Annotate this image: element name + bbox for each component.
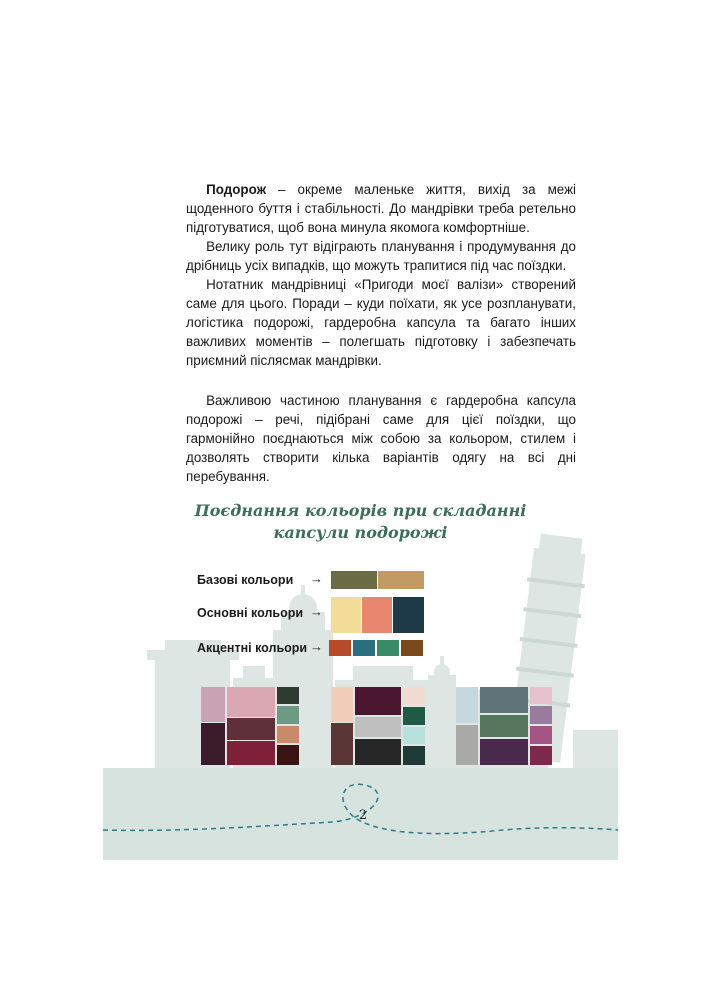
main-color-swatch [393,597,424,633]
intro-text [186,180,576,486]
paragraph-3: Нотатник мандрівниці «Пригоди моєї валізи» створений саме для цього. Поради – куди поїхати, як усе розпланувати, логістика подорожі, гардеробна капсула та багато інших важливих моментів – полегшать підготовку і забезпечать приємний післясмак мандрівки. [186,277,576,368]
accent-color-swatch [377,640,399,656]
base-colors-label: Базові кольори [197,573,294,587]
accent-colors-label: Акцентні кольори [197,641,308,655]
arrow-icon: → [310,604,323,619]
accent-color-swatch [329,640,351,656]
outfit-palette-1 [201,687,299,765]
illustration-title: Поєднання кольорів при складанні капсули подорожі [194,501,527,542]
main-color-swatch [362,597,392,633]
accent-color-swatch [401,640,423,656]
outfit-palette-3 [456,687,552,765]
main-color-swatch [331,597,361,633]
main-colors-label: Основні кольори [197,606,304,620]
accent-color-swatch [353,640,375,656]
page-number: 2 [358,808,368,823]
paragraph-2: Велику роль тут відіграють планування і продумування до дрібниць усіх випадків, що можуть трапитися під час поїздки. [186,239,576,273]
arrow-icon: → [310,571,323,586]
base-color-swatch [378,571,424,589]
paragraph-1: Подорож – окреме маленьке життя, вихід за межі щоденного буття і стабільності. До мандрівки треба ретельно підготуватися, щоб вона минула якомога комфортніше. [186,182,576,235]
paragraph-4: Важливою частиною планування є гардеробна капсула подорожі – речі, підібрані саме для цієї поїздки, що гармонійно поєднаються між собою за кольором, стилем і дозволять створити кілька варіантів одягу на всі дні перебування. [186,393,576,484]
lead-word: Подорож [206,182,267,197]
color-capsule-illustration [103,480,618,860]
arrow-icon: → [310,639,323,654]
base-color-swatch [331,571,377,589]
